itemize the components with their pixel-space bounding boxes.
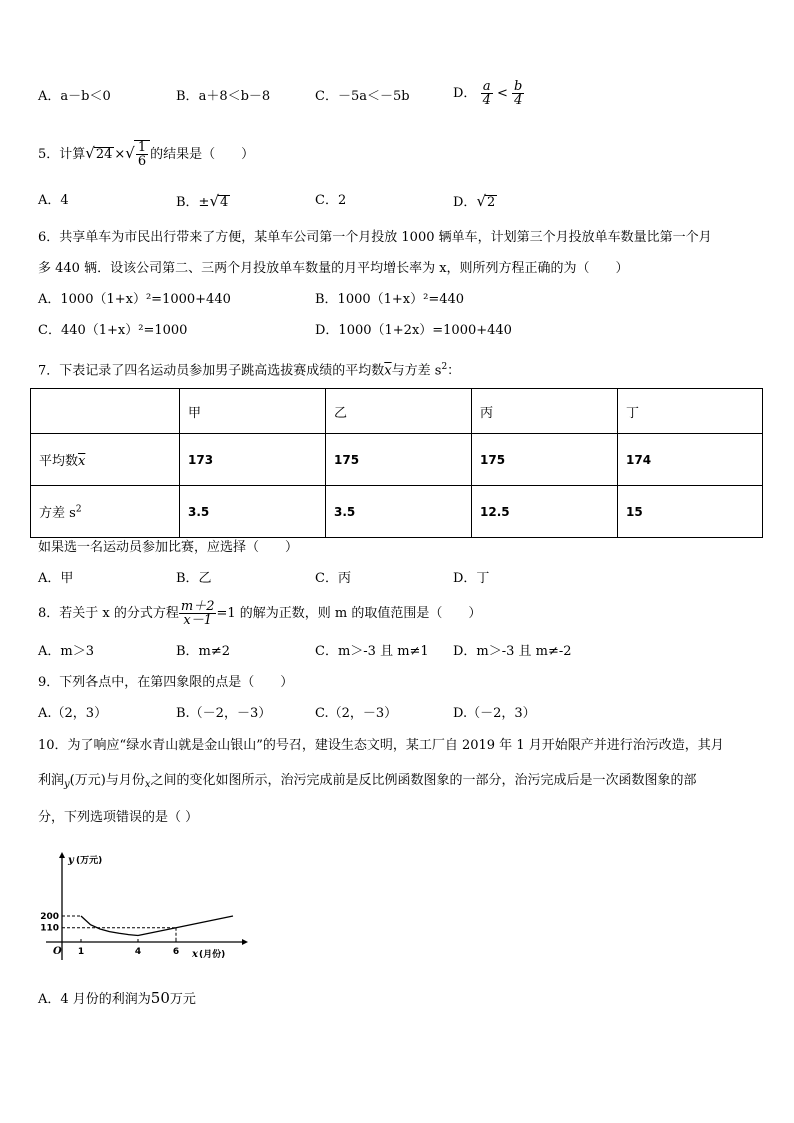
header-yi: 乙 <box>326 389 472 434</box>
x-axis-label-var: x <box>192 949 198 960</box>
q6-option-c[interactable]: C．440（1+x）²=1000 <box>38 323 188 338</box>
q7-option-c[interactable]: C．丙 <box>315 571 351 586</box>
row-label-variance: 方差 $s^2$ <box>31 486 180 538</box>
q9-option-d[interactable]: D.（－2，3） <box>453 706 536 721</box>
q6-line-2: 多 440 辆．设该公司第二、三两个月投放单车数量的月平均增长率为 x，则所列方程正确的为（ ） <box>38 261 629 276</box>
q7-option-b[interactable]: B．乙 <box>176 571 212 586</box>
x-tick-label: 6 <box>172 947 180 957</box>
q6-option-b[interactable]: B．1000（1+x）²=440 <box>315 292 465 307</box>
q10-line-3: 分，下列选项错误的是（ ） <box>38 810 199 825</box>
q5-option-d[interactable]: D．√2 <box>453 192 496 210</box>
y-axis-label-unit: (万元) <box>76 856 103 866</box>
q10-line-1: 10．为了响应“绿水青山就是金山银山”的号召，建设生态文明，某工厂自 2019 年 1 月开始限产并进行治污改造，其月 <box>38 738 724 753</box>
header-bing: 丙 <box>472 389 618 434</box>
q8-option-c[interactable]: C．m＞-3 且 m≠1 <box>315 644 429 659</box>
q4-option-b[interactable]: B．a＋8＜b－8 <box>176 89 271 104</box>
q7-question: 7．下表记录了四名运动员参加男子跳高选拔赛成绩的平均数$\overline{x}$与方差 $s^2$： <box>38 362 461 379</box>
q8-question: 8．若关于 x 的分式方程 $\frac{m+2}{x-1}$ =1 的解为正数，则 m 的取值范围是（ ） <box>38 599 482 628</box>
y-axis-arrow <box>59 852 65 858</box>
q6-line-1: 6．共享单车为市民出行带来了方便，某单车公司第一个月投放 1000 辆单车，计划第三个月投放单车数量比第一个月 <box>38 230 712 245</box>
q5-question: 5．计算√24 ×√ $\frac{1}{6}$ 的结果是（ ） <box>38 140 255 169</box>
y-tick-label: 200 <box>40 912 59 922</box>
fraction: $\frac{m+2}{x-1}$ <box>180 599 215 628</box>
origin-label: O <box>53 946 62 957</box>
q8-option-a[interactable]: A．m＞3 <box>38 644 94 659</box>
x-axis-label-unit: (月份) <box>199 950 226 960</box>
x-axis-arrow <box>242 939 248 945</box>
x-tick-label: 1 <box>77 947 85 957</box>
q7-option-d[interactable]: D．丁 <box>453 571 490 586</box>
q8-option-b[interactable]: B．m≠2 <box>176 644 231 659</box>
q10-line-2: 利润$_y$(万元)与月份$_x$之间的变化如图所示，治污完成前是反比例函数图象的一部分，治污完成后是一次函数图象的部 <box>38 773 697 790</box>
table-row: 方差 $s^2$ 3.5 3.5 12.5 15 <box>31 486 763 538</box>
q9-option-a[interactable]: A.（2，3） <box>38 706 108 721</box>
q5-option-c[interactable]: C．2 <box>315 193 347 208</box>
q4-option-a[interactable]: A．a－b＜0 <box>38 89 111 104</box>
q4-option-d[interactable]: D． $\frac{a}{4}$ < $\frac{b}{4}$ <box>453 79 523 108</box>
y-tick-label: 110 <box>40 923 59 934</box>
table-row: 平均数$\overline{x}$ 173 175 175 174 <box>31 434 763 486</box>
q8-option-d[interactable]: D．m＞-3 且 m≠-2 <box>453 644 572 659</box>
header-ding: 丁 <box>618 389 763 434</box>
inverse-curve <box>81 916 138 936</box>
q7-option-a[interactable]: A．甲 <box>38 571 74 586</box>
fraction: $\frac{b}{4}$ <box>514 79 523 108</box>
q7-prompt: 如果选一名运动员参加比赛，应选择（ ） <box>38 540 299 555</box>
y-axis-label-var: y <box>68 855 74 866</box>
q5-option-a[interactable]: A．4 <box>38 193 69 208</box>
profit-chart <box>40 850 255 965</box>
linear-segment <box>138 916 233 936</box>
q9-option-c[interactable]: C.（2，－3） <box>315 706 398 721</box>
table-header-row <box>31 389 763 434</box>
q9-option-b[interactable]: B.（－2，－3） <box>176 706 272 721</box>
scores-table <box>30 388 763 538</box>
x-tick-label: 4 <box>134 947 142 957</box>
q5-option-b[interactable]: B．±√4 <box>176 192 229 210</box>
row-label-mean: 平均数$\overline{x}$ <box>31 434 180 486</box>
q6-option-a[interactable]: A．1000（1+x）²=1000+440 <box>38 292 231 307</box>
q10-option-a[interactable]: A．4 月份的利润为50万元 <box>38 989 196 1007</box>
header-jia: 甲 <box>180 389 326 434</box>
q9-question: 9．下列各点中，在第四象限的点是（ ） <box>38 675 294 690</box>
fraction: $\frac{a}{4}$ <box>482 79 491 108</box>
q6-option-d[interactable]: D．1000（1+2x）=1000+440 <box>315 323 512 338</box>
q4-option-c[interactable]: C．－5a＜－5b <box>315 89 410 104</box>
